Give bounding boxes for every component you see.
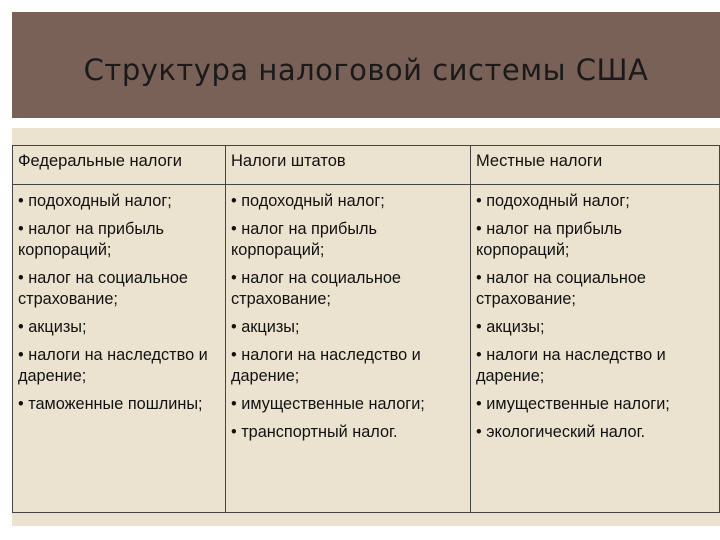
list-item: • имущественные налоги; [231,395,425,413]
list-item: • транспортный налог. [231,423,398,441]
table-header-row [13,146,720,185]
title-banner [12,12,720,118]
list-item: • таможенные пошлины; [18,395,203,413]
list-item: • акцизы; [476,318,545,336]
list-item: • налог на социальное страхование; [476,269,646,308]
list-item: • налог на прибыль корпораций; [18,220,165,259]
local-taxes-cell [471,185,720,513]
list-item: • экологический налог. [476,423,646,441]
slide-title: Структура налоговой системы США [83,53,649,87]
list-item: • имущественные налоги; [476,395,670,413]
list-item: • налог на социальное страхование; [231,269,401,308]
list-item: • налоги на наследство и дарение; [476,346,666,385]
list-item: • подоходный налог; [476,192,630,210]
list-item: • акцизы; [18,318,87,336]
table-row [13,185,720,513]
list-item: • налоги на наследство и дарение; [231,346,421,385]
local-taxes-list [476,191,715,443]
state-taxes-cell [226,185,471,513]
header-federal-taxes: Федеральные налоги [13,146,226,185]
list-item: • подоходный налог; [18,192,172,210]
federal-taxes-cell [13,185,226,513]
list-item: • налог на прибыль корпораций; [476,220,623,259]
list-item: • акцизы; [231,318,300,336]
list-item: • налог на прибыль корпораций; [231,220,378,259]
tax-structure-table [12,145,720,513]
list-item: • налоги на наследство и дарение; [18,346,208,385]
header-state-taxes: Налоги штатов [226,146,471,185]
federal-taxes-list [18,191,221,415]
list-item: • подоходный налог; [231,192,385,210]
state-taxes-list [231,191,466,443]
header-local-taxes: Местные налоги [471,146,720,185]
list-item: • налог на социальное страхование; [18,269,188,308]
